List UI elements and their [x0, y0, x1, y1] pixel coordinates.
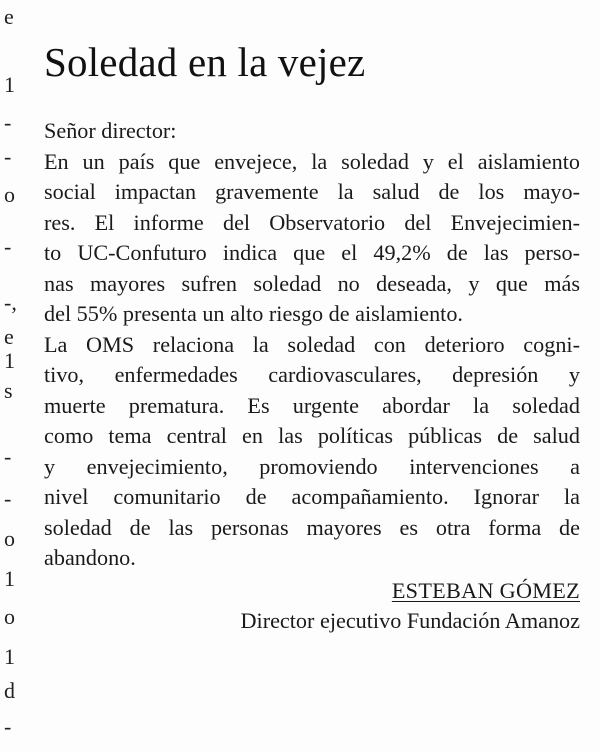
article-headline: Soledad en la vejez	[44, 39, 366, 85]
adjacent-fragment: 1	[4, 72, 15, 97]
signature-block	[44, 576, 580, 637]
adjacent-fragment: o	[4, 182, 15, 207]
text-line: nivel comunitario de acompañamiento. Ignorar la	[44, 484, 580, 509]
text-line: abandono.	[44, 545, 136, 570]
adjacent-fragment: -	[4, 144, 12, 169]
adjacent-fragment: -	[4, 486, 12, 511]
text-line: soledad de las personas mayores es otra forma de	[44, 514, 580, 540]
paragraph-1	[44, 147, 580, 330]
adjacent-fragment: s	[4, 378, 13, 403]
adjacent-fragment: 1	[4, 348, 15, 373]
adjacent-fragment: -	[4, 234, 12, 259]
signature-role: Director ejecutivo Fundación Amanoz	[240, 608, 580, 633]
adjacent-fragment: e	[4, 324, 14, 349]
adjacent-fragment: o	[4, 526, 15, 551]
text-line: como tema central en las políticas públicas de salud	[44, 423, 580, 448]
adjacent-fragment: -,	[4, 290, 17, 315]
adjacent-column-clipped	[0, 0, 22, 752]
text-line: res. El informe del Observatorio del Envejecimien-	[44, 209, 580, 235]
adjacent-fragment: -	[4, 444, 12, 469]
adjacent-fragment: d	[4, 678, 15, 703]
text-line: nas mayores sufren soledad no deseada, y que más	[44, 270, 580, 296]
text-line: y envejecimiento, promoviendo intervenciones a	[44, 453, 580, 479]
salutation: Señor director:	[44, 118, 177, 143]
paragraph-2	[44, 330, 580, 574]
text-line: social impactan gravemente la salud de los mayo-	[44, 179, 580, 204]
adjacent-fragment: 1	[4, 566, 15, 591]
adjacent-fragment: 1	[4, 644, 15, 669]
adjacent-fragment: o	[4, 604, 15, 629]
text-line: muerte prematura. Es urgente abordar la soledad	[44, 392, 580, 418]
adjacent-fragment: e	[4, 4, 14, 29]
adjacent-fragment: -	[4, 714, 12, 739]
text-line: tivo, enfermedades cardiovasculares, depresión y	[44, 362, 580, 387]
text-line: La OMS relaciona la soledad con deterioro cogni-	[44, 331, 580, 357]
adjacent-fragment: -	[4, 110, 12, 135]
text-line: del 55% presenta un alto riesgo de aislamiento.	[44, 301, 463, 326]
text-line: to UC-Confuturo indica que el 49,2% de las perso-	[44, 240, 580, 265]
signature-name: ESTEBAN GÓMEZ	[391, 577, 580, 603]
letter-to-editor	[44, 38, 580, 637]
text-line: En un país que envejece, la soledad y el aislamiento	[44, 148, 580, 174]
